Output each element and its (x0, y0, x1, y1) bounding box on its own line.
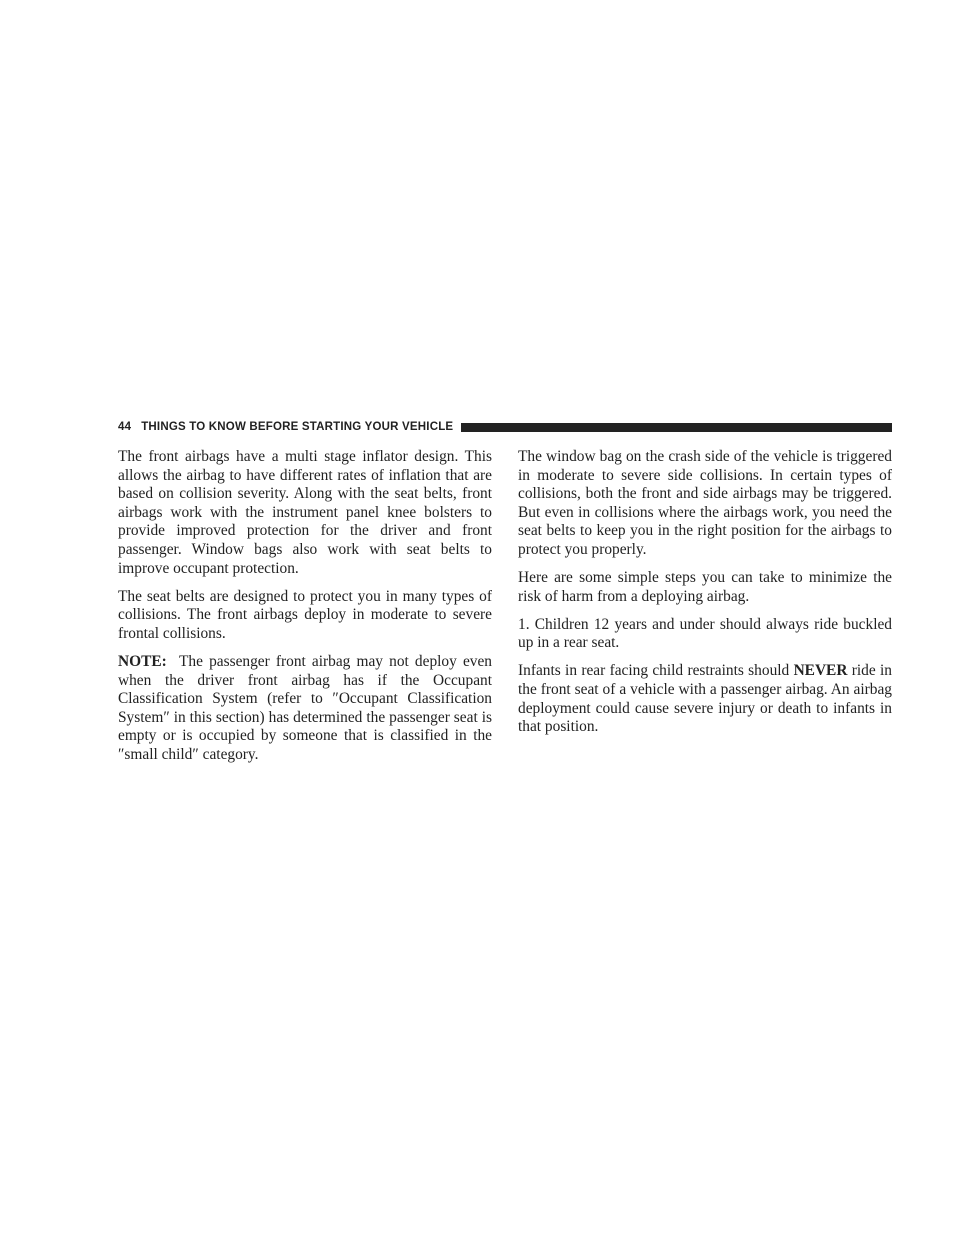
never-emphasis: NEVER (793, 662, 848, 680)
paragraph-seat-belts: The seat belts are designed to protect you in many types of collisions. The front airbags deploy in moderate to severe frontal collisions. (118, 587, 492, 642)
note-text: The passenger front airbag may not deploy even when the driver front airbag has if the Occupant Classification System (refer to ″Occupant Classification System″ in this section) has determined the passenger seat is empty or is occupied by someone that is classified in the ″small child″ category. (118, 652, 492, 763)
right-column (518, 448, 892, 746)
header-rule (461, 423, 892, 432)
page-number: 44 (118, 421, 132, 433)
infants-text-after: ride in the front seat of a vehicle with a passenger airbag. An airbag deployment could cause severe injury or death to infants in that position. (518, 662, 892, 736)
paragraph-children-rear-seat: 1. Children 12 years and under should always ride buckled up in a rear seat. (518, 615, 892, 652)
paragraph-simple-steps: Here are some simple steps you can take to minimize the risk of harm from a deploying airbag. (518, 569, 892, 605)
note-label: NOTE: (118, 652, 167, 670)
section-title: THINGS TO KNOW BEFORE STARTING YOUR VEHICLE (141, 421, 454, 433)
paragraph-window-bag: The window bag on the crash side of the vehicle is triggered in moderate to severe side collisions. In certain types of collisions, both the front and side airbags may be triggered. But even in collisions where the airbags work, you need the seat belts to keep you in the right position for the airbags to protect you properly. (518, 448, 892, 558)
left-column (118, 448, 492, 774)
paragraph-inflator-design: The front airbags have a multi stage inflator design. This allows the airbag to have different rates of inflation that are based on collision severity. Along with the seat belts, front airbags work with the instrument panel knee bolsters to provide improved protection for the driver and front passenger. Window bags also work with seat belts to improve occupant protection. (118, 448, 492, 577)
infants-text-before: Infants in rear facing child restraints should (518, 662, 790, 680)
paragraph-note (118, 653, 492, 765)
paragraph-infants (518, 662, 892, 736)
page-header (118, 419, 892, 435)
